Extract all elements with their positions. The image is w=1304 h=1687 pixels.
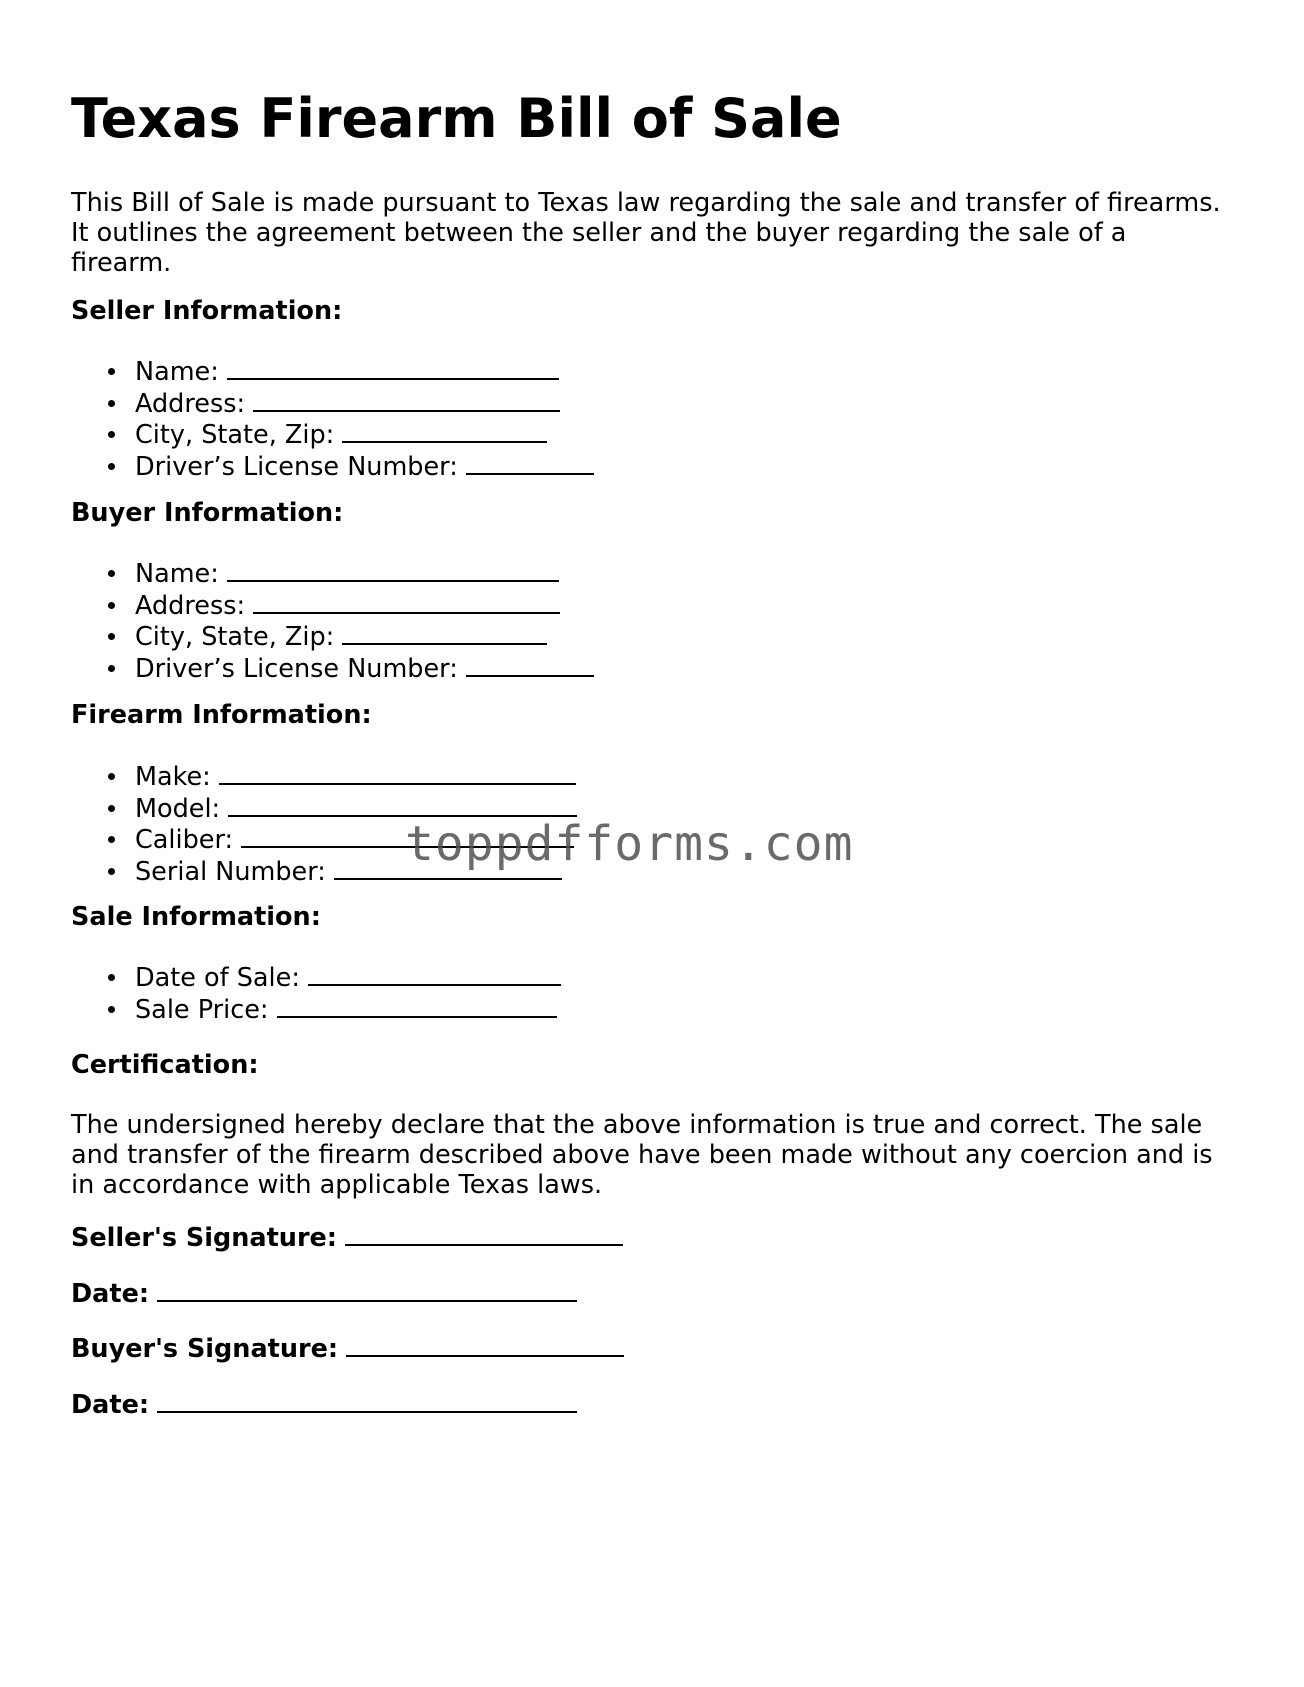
buyer-signature-label: Buyer's Signature: (71, 1334, 339, 1364)
buyer-license-blank[interactable] (466, 653, 594, 677)
buyer-license-field (71, 653, 594, 685)
seller-city-state-zip-field (71, 419, 594, 451)
seller-license-field (71, 451, 594, 483)
field-label: City, State, Zip: (135, 420, 335, 450)
seller-date-label: Date: (71, 1279, 150, 1309)
seller-city-state-zip-blank[interactable] (342, 419, 547, 443)
field-label: City, State, Zip: (135, 622, 335, 652)
certification-text: The undersigned hereby declare that the above information is true and correct. The sale and transfer of the firearm described above have been made without any coercion and is in accordance with applicable Texas laws. (71, 1110, 1213, 1200)
seller-date-line (71, 1278, 577, 1309)
seller-address-blank[interactable] (253, 388, 560, 412)
sale-date-field (71, 962, 561, 994)
firearm-serial-number-blank[interactable] (334, 856, 562, 880)
buyer-signature-line (71, 1333, 624, 1364)
seller-field-list (71, 356, 594, 482)
field-label: Driver’s License Number: (135, 653, 458, 684)
firearm-caliber-field (71, 824, 577, 856)
page-title: Texas Firearm Bill of Sale (71, 87, 842, 150)
field-label: Address: (135, 590, 246, 621)
buyer-signature-blank[interactable] (346, 1333, 624, 1357)
firearm-field-list (71, 761, 577, 887)
firearm-model-field (71, 793, 577, 825)
buyer-name-field (71, 558, 594, 590)
field-label: Name: (135, 559, 219, 589)
seller-signature-line (71, 1222, 623, 1253)
seller-license-blank[interactable] (466, 451, 594, 475)
buyer-name-blank[interactable] (227, 558, 559, 582)
buyer-section-heading: Buyer Information: (71, 498, 344, 528)
field-label: Date of Sale: (135, 963, 300, 993)
buyer-address-field (71, 590, 594, 622)
field-label: Driver’s License Number: (135, 451, 458, 482)
watermark: toppdfforms.com (405, 816, 854, 872)
sale-field-list (71, 962, 561, 1025)
seller-date-blank[interactable] (157, 1278, 577, 1302)
seller-signature-label: Seller's Signature: (71, 1223, 338, 1253)
field-label: Address: (135, 388, 246, 419)
sale-price-field (71, 994, 561, 1026)
field-label: Sale Price: (135, 994, 269, 1025)
buyer-date-blank[interactable] (157, 1389, 577, 1413)
firearm-section-heading: Firearm Information: (71, 700, 372, 730)
buyer-field-list (71, 558, 594, 684)
seller-name-blank[interactable] (227, 356, 559, 380)
buyer-date-line (71, 1389, 577, 1420)
field-label: Make: (135, 762, 211, 792)
sale-price-blank[interactable] (277, 994, 557, 1018)
buyer-address-blank[interactable] (253, 590, 560, 614)
firearm-caliber-blank[interactable] (241, 824, 574, 848)
seller-section-heading: Seller Information: (71, 296, 343, 326)
buyer-city-state-zip-blank[interactable] (342, 621, 547, 645)
seller-name-field (71, 356, 594, 388)
seller-signature-blank[interactable] (345, 1222, 623, 1246)
sale-section-heading: Sale Information: (71, 902, 321, 932)
firearm-model-blank[interactable] (228, 793, 577, 817)
sale-date-blank[interactable] (308, 962, 561, 986)
firearm-make-field (71, 761, 577, 793)
buyer-date-label: Date: (71, 1390, 150, 1420)
field-label: Caliber: (135, 825, 234, 855)
field-label: Name: (135, 357, 219, 387)
field-label: Serial Number: (135, 856, 326, 887)
intro-paragraph: This Bill of Sale is made pursuant to Texas law regarding the sale and transfer of firearms. It outlines the agreement between the seller and the buyer regarding the sale of a firearm. (71, 188, 1221, 278)
certification-heading: Certification: (71, 1050, 259, 1080)
seller-address-field (71, 388, 594, 420)
firearm-make-blank[interactable] (219, 761, 576, 785)
buyer-city-state-zip-field (71, 621, 594, 653)
firearm-serial-number-field (71, 856, 577, 888)
field-label: Model: (135, 793, 221, 824)
